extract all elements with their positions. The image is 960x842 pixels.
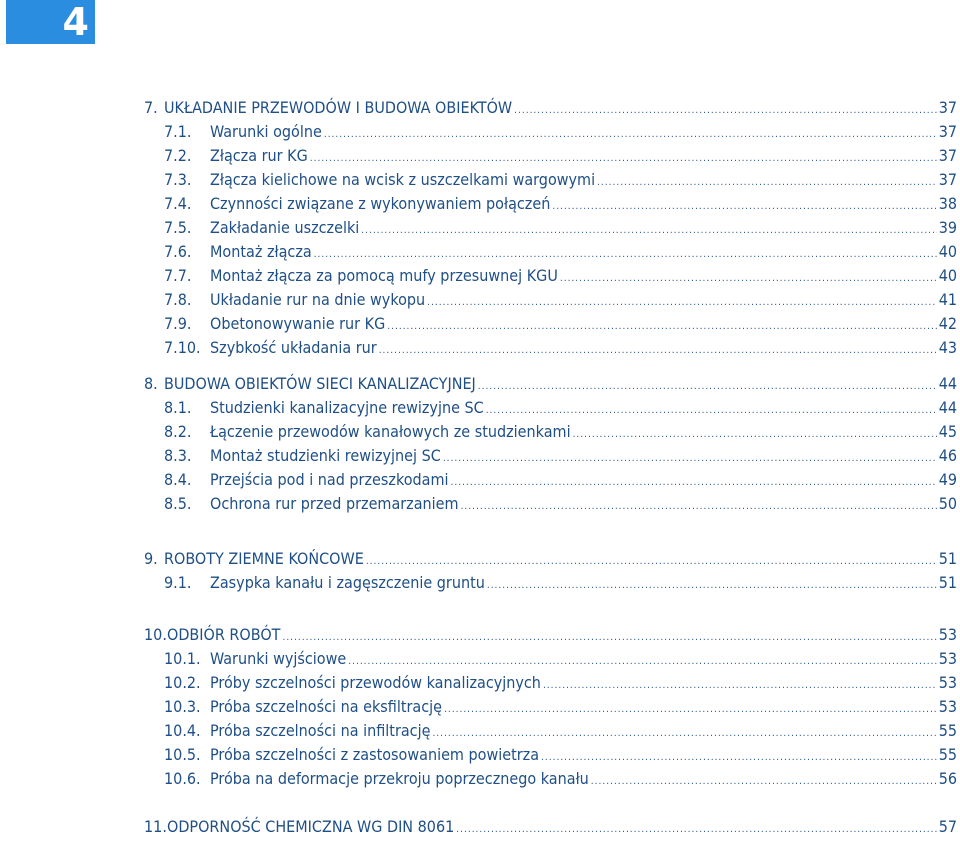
- toc-entry-page: 38: [938, 194, 957, 213]
- toc-entry[interactable]: [0, 288, 960, 312]
- toc-entry-number: 10.: [144, 625, 167, 644]
- toc-entry-page: 40: [938, 266, 957, 285]
- toc-entry-number: 11.: [144, 817, 167, 836]
- toc-entry[interactable]: [0, 492, 960, 516]
- toc-entry-number: 8.3.: [164, 446, 192, 465]
- toc-entry-number: 7.9.: [164, 314, 192, 333]
- toc-entry-number: 8.: [144, 374, 158, 393]
- toc-entry-page: 45: [938, 422, 957, 441]
- toc-entry-title: Próba na deformacje przekroju poprzecznego kanału: [210, 769, 589, 788]
- toc-entry-page: 51: [938, 573, 957, 592]
- toc-entry-title: Złącza kielichowe na wcisk z uszczelkami wargowymi: [210, 170, 596, 189]
- toc-entry-number: 7.8.: [164, 290, 192, 309]
- toc-entry-title: Ochrona rur przed przemarzaniem: [210, 494, 459, 513]
- toc-entry-page: 53: [938, 649, 957, 668]
- dot-leader: [456, 818, 936, 842]
- toc-entry-number: 10.1.: [164, 649, 201, 668]
- toc-entry[interactable]: [0, 96, 960, 120]
- toc-entry[interactable]: [0, 336, 960, 360]
- toc-entry-number: 10.2.: [164, 673, 201, 692]
- toc-entry-title: Montaż złącza za pomocą mufy przesuwnej KGU: [210, 266, 558, 285]
- page-number-badge: 4: [6, 0, 95, 44]
- toc-entry-page: 53: [938, 697, 957, 716]
- toc-entry-title: Próba szczelności z zastosowaniem powietrza: [210, 745, 540, 764]
- toc-entry-title: Łączenie przewodów kanałowych ze studzienkami: [210, 422, 571, 441]
- toc-entry-title: Obetonowywanie rur KG: [210, 314, 386, 333]
- toc-entry-number: 8.1.: [164, 398, 192, 417]
- toc-entry-title: Próba szczelności na eksfiltrację: [210, 697, 443, 716]
- dot-leader: [591, 770, 937, 794]
- toc-entry[interactable]: [0, 719, 960, 743]
- toc-entry[interactable]: [0, 695, 960, 719]
- toc-entry-page: 43: [938, 338, 957, 357]
- toc-entry[interactable]: [0, 623, 960, 647]
- toc-entry-number: 8.2.: [164, 422, 192, 441]
- toc-entry-number: 7.1.: [164, 122, 192, 141]
- toc-entry-number: 7.: [144, 98, 158, 117]
- toc-entry[interactable]: [0, 671, 960, 695]
- toc-entry[interactable]: [0, 120, 960, 144]
- toc-entry-title: Szybkość układania rur: [210, 338, 377, 357]
- toc-entry[interactable]: [0, 192, 960, 216]
- toc-entry-number: 10.6.: [164, 769, 201, 788]
- toc-entry-number: 9.1.: [164, 573, 192, 592]
- toc-entry-page: 44: [938, 374, 957, 393]
- toc-entry[interactable]: [0, 767, 960, 791]
- toc-entry[interactable]: [0, 216, 960, 240]
- toc-entry-title: BUDOWA OBIEKTÓW SIECI KANALIZACYJNEJ: [164, 374, 476, 393]
- toc-entry-title: Zakładanie uszczelki: [210, 218, 360, 237]
- toc-entry[interactable]: [0, 647, 960, 671]
- toc-entry[interactable]: [0, 420, 960, 444]
- toc-entry-number: 9.: [144, 549, 158, 568]
- toc-entry-number: 7.2.: [164, 146, 192, 165]
- toc-entry-number: 7.7.: [164, 266, 192, 285]
- toc-entry-number: 7.10.: [164, 338, 201, 357]
- toc-entry-page: 57: [938, 817, 957, 836]
- toc-entry-page: 37: [938, 122, 957, 141]
- toc-entry-page: 50: [938, 494, 957, 513]
- toc-entry[interactable]: [0, 743, 960, 767]
- toc-entry-title: Złącza rur KG: [210, 146, 308, 165]
- toc-entry-page: 53: [938, 625, 957, 644]
- toc-entry-number: 10.4.: [164, 721, 201, 740]
- toc-entry-page: 56: [938, 769, 957, 788]
- toc-entry[interactable]: [0, 144, 960, 168]
- toc-entry[interactable]: [0, 571, 960, 595]
- toc-entry-number: 7.3.: [164, 170, 192, 189]
- toc-entry-title: Montaż studzienki rewizyjnej SC: [210, 446, 441, 465]
- toc-entry-title: Zasypka kanału i zagęszczenie gruntu: [210, 573, 485, 592]
- toc-entry-page: 44: [938, 398, 957, 417]
- toc-entry[interactable]: [0, 396, 960, 420]
- dot-leader: [379, 339, 937, 363]
- toc-entry[interactable]: [0, 240, 960, 264]
- toc-entry-page: 49: [938, 470, 957, 489]
- toc-entry[interactable]: [0, 168, 960, 192]
- dot-leader: [461, 495, 937, 519]
- toc-entry-page: 55: [938, 745, 957, 764]
- toc-entry-title: ODBIÓR ROBÓT: [167, 625, 281, 644]
- toc-entry-title: ROBOTY ZIEMNE KOŃCOWE: [164, 549, 364, 568]
- toc-entry-number: 10.3.: [164, 697, 201, 716]
- toc-entry-number: 7.6.: [164, 242, 192, 261]
- toc-entry-title: Próby szczelności przewodów kanalizacyjnych: [210, 673, 541, 692]
- dot-leader: [487, 574, 937, 598]
- toc-entry[interactable]: [0, 312, 960, 336]
- toc-entry[interactable]: [0, 264, 960, 288]
- toc-entry-number: 8.4.: [164, 470, 192, 489]
- toc-entry[interactable]: [0, 372, 960, 396]
- toc-entry-title: Czynności związane z wykonywaniem połączeń: [210, 194, 551, 213]
- toc-entry-page: 41: [938, 290, 957, 309]
- toc-entry-title: UKŁADANIE PRZEWODÓW I BUDOWA OBIEKTÓW: [164, 98, 513, 117]
- toc-entry-number: 7.4.: [164, 194, 192, 213]
- toc-entry-title: Próba szczelności na infiltrację: [210, 721, 431, 740]
- toc-entry-page: 37: [938, 98, 957, 117]
- toc-entry[interactable]: [0, 468, 960, 492]
- toc-entry-page: 55: [938, 721, 957, 740]
- toc-entry-page: 39: [938, 218, 957, 237]
- toc-entry-page: 37: [938, 170, 957, 189]
- toc-entry-number: 10.5.: [164, 745, 201, 764]
- toc-entry-title: Układanie rur na dnie wykopu: [210, 290, 426, 309]
- toc-entry[interactable]: [0, 547, 960, 571]
- toc-entry-number: 8.5.: [164, 494, 192, 513]
- toc-entry-page: 53: [938, 673, 957, 692]
- toc-entry-title: Studzienki kanalizacyjne rewizyjne SC: [210, 398, 484, 417]
- toc-entry-number: 7.5.: [164, 218, 192, 237]
- toc-entry-title: Warunki ogólne: [210, 122, 322, 141]
- toc-entry[interactable]: [0, 815, 960, 839]
- toc-entry-title: ODPORNOŚĆ CHEMICZNA WG DIN 8061: [167, 817, 455, 836]
- toc-entry-page: 37: [938, 146, 957, 165]
- toc-entry[interactable]: [0, 444, 960, 468]
- toc-entry-title: Warunki wyjściowe: [210, 649, 347, 668]
- toc-entry-title: Montaż złącza: [210, 242, 312, 261]
- toc-entry-page: 46: [938, 446, 957, 465]
- toc-entry-page: 42: [938, 314, 957, 333]
- toc-entry-title: Przejścia pod i nad przeszkodami: [210, 470, 449, 489]
- toc-entry-page: 51: [938, 549, 957, 568]
- toc-entry-page: 40: [938, 242, 957, 261]
